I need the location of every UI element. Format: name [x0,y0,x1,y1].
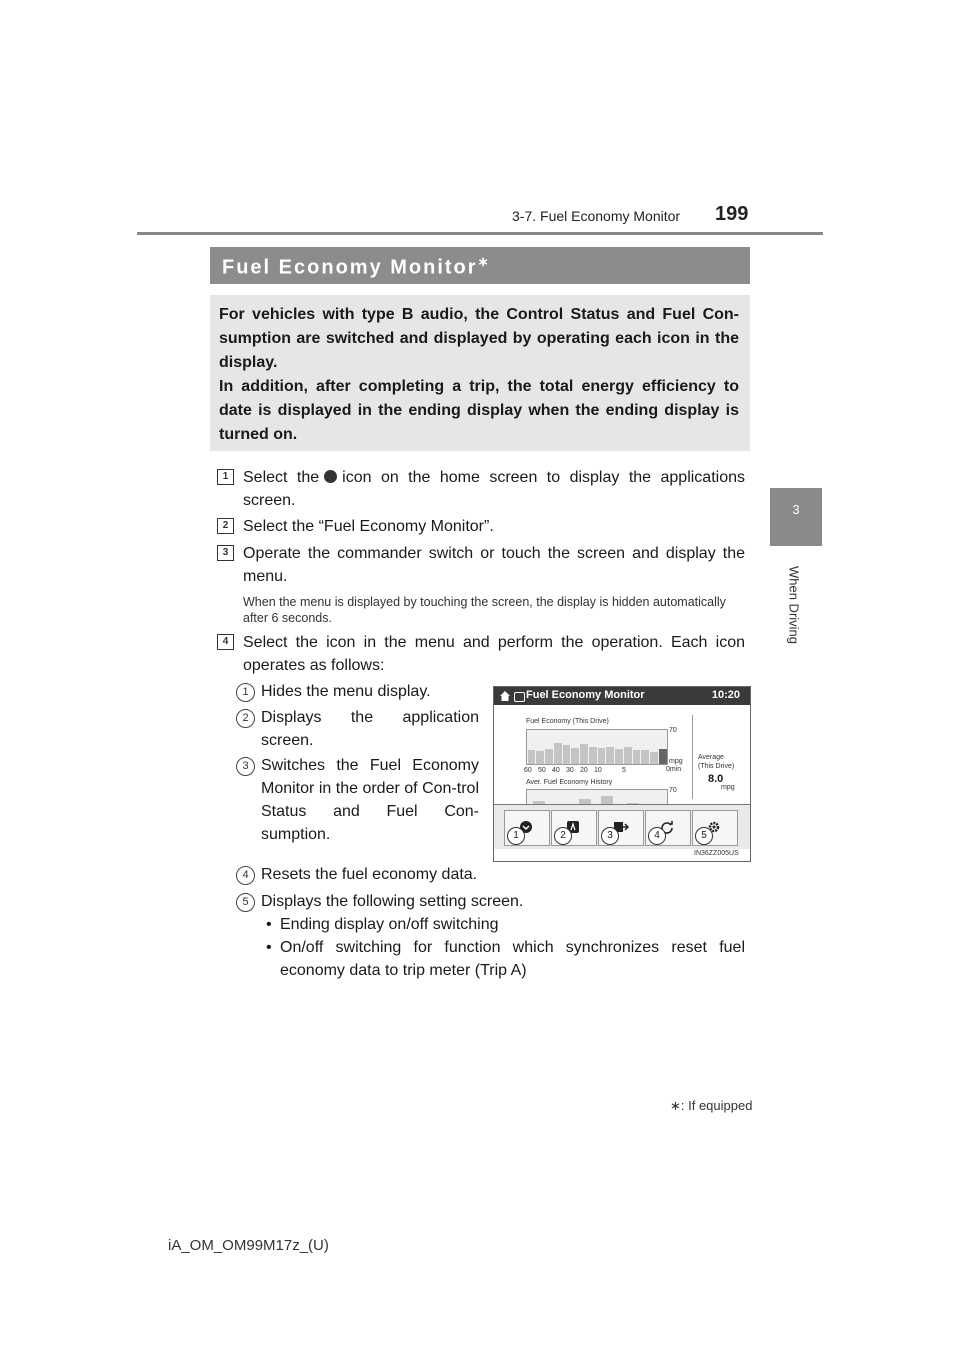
section-title: Fuel Economy Monitor∗ [222,254,489,279]
graph2-label: Aver. Fuel Economy History [526,779,613,786]
fuel-monitor-screen-image [493,686,751,862]
section-title-bar [210,247,750,284]
image-code: IN36ZZ005US [694,850,739,857]
graph1-bar [633,750,641,764]
average-sublabel: (This Drive) [698,763,735,770]
graph1-bar [641,750,649,764]
callout-number-1: 1 [236,683,255,702]
graph1-x-tick: 10 [594,767,602,774]
callout-2-text: Displays the application screen. [261,709,479,749]
app-screen-icon [514,692,525,702]
step-number-4: 4 [217,634,234,650]
header-rule [137,232,823,235]
step-2-text: Select the “Fuel Economy Monitor”. [243,518,494,535]
graph1-bar [589,747,597,764]
graph1-x-tick: 50 [538,767,546,774]
document-code: iA_OM_OM99M17z_(U) [168,1237,329,1254]
graph1-x-tick: 40 [552,767,560,774]
chapter-tab [770,488,822,546]
callout-1-text: Hides the menu display. [261,683,431,700]
graph1-x-tick: 30 [566,767,574,774]
average-value: 8.0 [708,773,724,785]
graph1-bar [563,745,571,764]
average-unit: mpg [721,784,735,791]
screen-callout-2: 2 [554,827,572,845]
screen-divider [692,715,693,799]
screen-callout-3: 3 [601,827,619,845]
graph1-unit: mpg [669,758,683,765]
screen-callout-5: 5 [695,827,713,845]
graph1-x-tick: 5 [622,767,626,774]
intro-paragraph-1: For vehicles with type B audio, the Control Status and Fuel Con-sumption are switched and displayed by operating each icon in the display. [219,306,739,371]
step-3-note: When the menu is displayed by touching the screen, the display is hidden automatically after 6 seconds. [243,595,726,625]
bullet-marker: • [266,939,272,956]
callout-4-text: Resets the fuel economy data. [261,866,478,883]
average-label: Average [698,754,724,761]
graph1-bar [571,748,579,764]
graph1-bar [624,747,632,764]
screen-title: Fuel Economy Monitor [526,689,645,701]
chapter-number: 3 [792,502,800,517]
bullet-2-text: On/off switching for function which synchronizes reset fuel economy data to trip meter (Trip A) [280,939,745,979]
screen-clock: 10:20 [711,689,740,701]
step-number-3: 3 [217,545,234,561]
step-number-2: 2 [217,518,234,534]
graph1-top-value: 70 [669,727,677,734]
graph1-label: Fuel Economy (This Drive) [526,718,609,725]
graph1-zero-min: 0min [666,766,682,773]
callout-5-text: Displays the following setting screen. [261,893,524,910]
graph1-bar [606,747,614,764]
graph1-plot [526,729,668,765]
bullet-marker: • [266,916,272,933]
graph1-x-axis [524,767,649,776]
callout-number-3: 3 [236,757,255,776]
page-number: 199 [715,203,749,225]
step-number-1: 1 [217,469,234,485]
graph1-x-tick: 20 [580,767,588,774]
callout-number-5: 5 [236,893,255,912]
callout-number-4: 4 [236,866,255,885]
graph1-bar [650,752,658,764]
graph1-bar [545,749,553,764]
header-section-title: 3-7. Fuel Economy Monitor [512,208,681,224]
intro-paragraph-2: In addition, after completing a trip, the total energy efficiency to date is displayed in the ending display when the ending display is turned on. [219,378,739,443]
chapter-title-vertical: When Driving [786,565,802,645]
graph1-x-tick: 60 [524,767,532,774]
graph1-bar [528,750,536,764]
graph1-bar [580,744,588,764]
intro-box [210,295,750,451]
graph1-bar [536,751,544,764]
step-4-text: Select the icon in the menu and perform the operation. Each icon operates as follows: [243,634,745,674]
screen-title-bar [494,687,750,705]
home-icon [500,691,510,701]
step-1-text: Select the icon on the home screen to display the applications screen. [243,469,746,509]
bullet-1-text: Ending display on/off switching [280,916,499,933]
graph1-bar [554,743,562,764]
screen-callout-4: 4 [648,827,666,845]
apps-icon [324,470,337,483]
screen-callout-1: 1 [507,827,525,845]
graph1-bar [598,748,606,764]
step-3-text: Operate the commander switch or touch the screen and display the menu. [243,545,745,585]
graph1-bar [615,749,623,764]
callout-3-text: Switches the Fuel Economy Monitor in the order of Con-trol Status and Fuel Con-sumption. [261,757,479,843]
graph2-top-value: 70 [669,787,677,794]
callout-number-2: 2 [236,709,255,728]
graph1-bar [659,749,667,764]
if-equipped-note: ∗: If equipped [670,1098,753,1113]
